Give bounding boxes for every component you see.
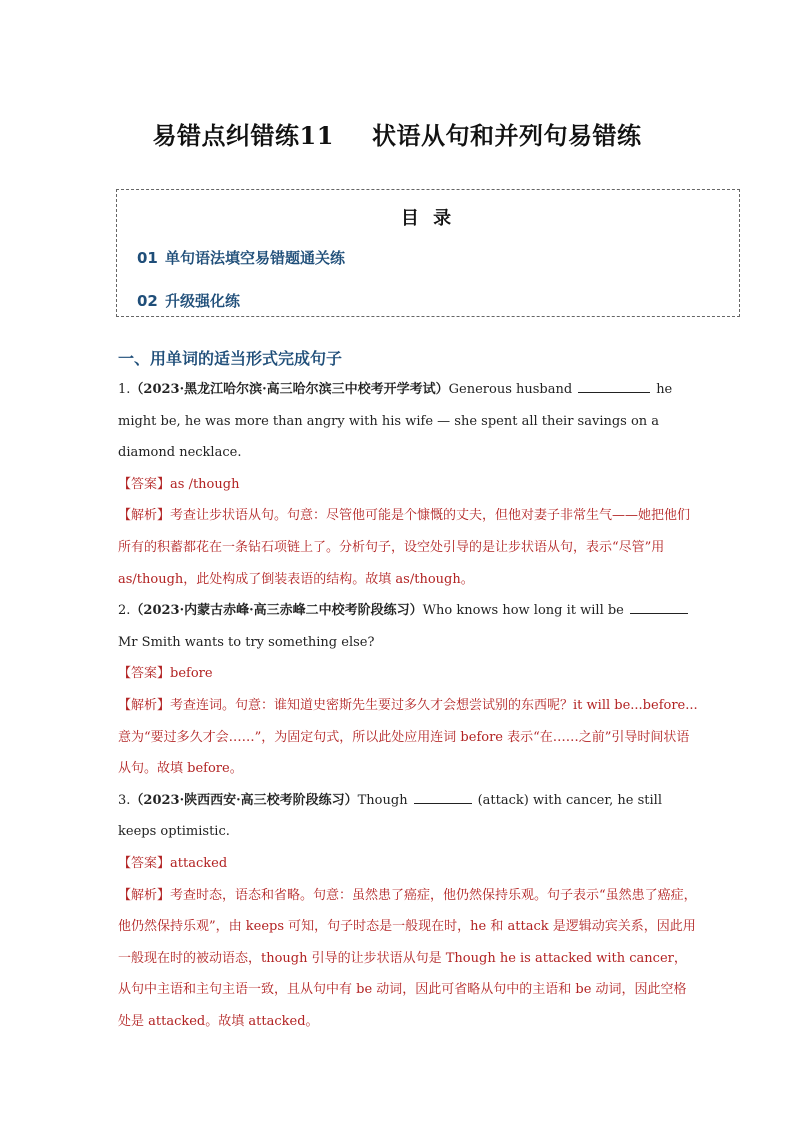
question-source: （2023·内蒙古赤峰·高三赤峰二中校考阶段练习） — [130, 603, 423, 619]
page-title — [0, 116, 794, 151]
answer-blank — [630, 599, 688, 614]
answer-label: 【答案】 — [118, 855, 171, 871]
question-stem: 2.（2023·内蒙古赤峰·高三赤峰二中校考阶段练习）Who knows how long it will beMr Smith wants to try something else? — [118, 595, 698, 658]
question-source: （2023·黑龙江哈尔滨·高三哈尔滨三中校考开学考试） — [130, 382, 449, 397]
analysis-label: 【解析】 — [118, 887, 171, 903]
answer-value: before — [170, 666, 213, 682]
toc-heading: 目 录 — [400, 208, 456, 229]
question-source: （2023·陕西西安·高三校考阶段练习） — [130, 792, 358, 808]
analysis-text: 考查连词。句意：谁知道史密斯先生要过多久才会想尝试别的东西呢？it will be...before...意为“要过多久才会……”，为固定句式，所以此处应用连词 before 表示“在……之前”引导时间状语从句。故填 before。 — [118, 697, 698, 777]
answer-value: attacked — [170, 855, 228, 871]
section-title: 一、用单词的适当形式完成句子 — [118, 349, 343, 368]
answer-blank — [578, 378, 650, 393]
answer-label: 【答案】 — [118, 666, 171, 682]
table-of-contents — [116, 189, 740, 317]
toc-item-number: 02 — [137, 292, 158, 310]
question-stem: 3.（2023·陕西西安·高三校考阶段练习）Though (attack) with cancer, he still keeps optimistic. — [118, 785, 698, 848]
answer-line — [118, 848, 698, 880]
analysis-label: 【解析】 — [118, 508, 171, 524]
analysis-text: 考查时态，语态和省略。句意：虽然患了癌症，他仍然保持乐观。句子表示“虽然患了癌症，他仍然保持乐观”，由 keeps 可知，句子时态是一般现在时，he 和 attack 是逻辑动宾关系，因此用一般现在时的被动语态，though 引导的让步状语从句是 Though he is attacked with cancer，从句中主语和主句主语一致，且从句中有 be 动词，因此可省略从句中的主语和 be 动词，因此空格处是 attacked。故填 attacked。 — [118, 887, 697, 1029]
toc-item-number: 01 — [137, 249, 158, 267]
answer-line — [118, 469, 698, 501]
toc-item-02[interactable] — [137, 290, 240, 311]
answer-label: 【答案】 — [118, 476, 171, 492]
analysis-text: 考查让步状语从句。句意：尽管他可能是个慷慨的丈夫，但他对妻子非常生气——她把他们所有的积蓄都花在一条钻石项链上了。分析句子，设空处引导的是让步状语从句，表示“尽管”用 as/though，此处构成了倒装表语的结构。故填 as/though。 — [118, 508, 691, 587]
answer-blank — [414, 789, 472, 804]
answer-line — [118, 658, 698, 690]
analysis-paragraph — [118, 500, 698, 595]
analysis-label: 【解析】 — [118, 697, 171, 713]
question-stem: 1.（2023·黑龙江哈尔滨·高三哈尔滨三中校考开学考试）Generous husband he might be, he was more than angry with his wife — she spent all their savings on a diamond necklace. — [118, 374, 698, 469]
answer-value: as /though — [170, 476, 240, 492]
analysis-paragraph — [118, 690, 698, 785]
title-part2: 状语从句和并列句易错练 — [371, 121, 642, 150]
analysis-paragraph — [118, 880, 698, 1038]
toc-item-label: 升级强化练 — [165, 292, 241, 310]
title-part1: 易错点纠错练11 — [152, 121, 334, 150]
question-list — [118, 374, 698, 1037]
toc-item-01[interactable] — [137, 247, 345, 268]
toc-item-label: 单句语法填空易错题通关练 — [165, 249, 346, 267]
